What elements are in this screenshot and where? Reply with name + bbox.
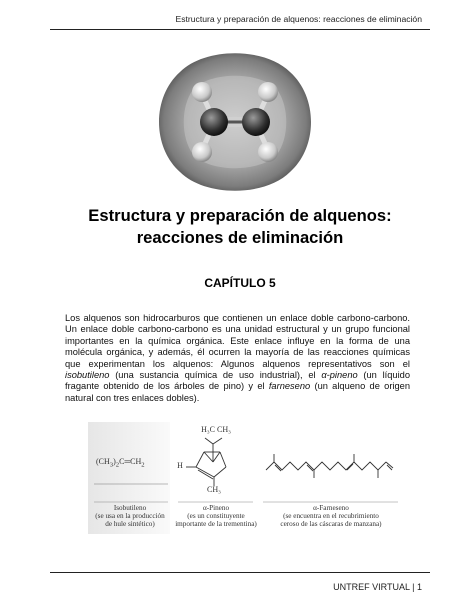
pinene-structure <box>186 438 226 486</box>
farnesene-structure <box>266 454 393 478</box>
isobutylene-note-2: de hule sintético) <box>105 520 155 529</box>
farnesene-caption <box>260 504 402 529</box>
page-title <box>50 205 430 249</box>
pinene-note-1: (es un constituyente <box>187 512 245 521</box>
farnesene-note-2: ceroso de las cáscaras de manzana) <box>280 520 382 529</box>
pinene-bottom-label: CH₃ <box>207 485 221 494</box>
isobutylene-caption <box>88 504 172 529</box>
title-line-1: Estructura y preparación de alquenos: <box>88 206 392 225</box>
pinene-name: α-Pineno <box>202 504 230 512</box>
pinene-note-2: importante de la trementina) <box>175 520 257 529</box>
title-line-2: reacciones de eliminación <box>136 228 344 247</box>
footer-rule <box>50 572 430 573</box>
isobutylene-note-1: (se usa en la producción <box>95 512 165 521</box>
term-farneseno: farneseno <box>268 381 311 392</box>
intro-text-4: (un alqueno de origen natural con tres enlaces dobles). <box>65 381 410 403</box>
term-isobutileno: isobutileno <box>65 370 110 381</box>
page-footer: UNTREF VIRTUAL | 1 <box>333 582 422 592</box>
chapter-heading: CAPÍTULO 5 <box>204 276 276 290</box>
intro-text-3: (un líquido fragante obtenido de los árboles de pino) y el <box>65 370 411 392</box>
farnesene-note-1: (se encuentra en el recubrimiento <box>283 512 379 521</box>
intro-text-2: (una sustancia química de uso industrial), el <box>109 370 322 381</box>
term-alpha-pinene: α-pineno <box>321 370 358 381</box>
header-rule <box>50 29 430 30</box>
isobutylene-name: Isobutileno <box>113 504 147 512</box>
ethylene-electrostatic-map-image <box>150 42 320 202</box>
intro-paragraph <box>65 313 410 404</box>
pinene-h-label: H <box>177 461 183 470</box>
intro-text-1: Los alquenos son hidrocarburos que contienen un enlace doble carbono-carbono. Un enlace doble carbono-carbono es una unidad estructural y un grupo funcional importantes en la química orgánica. Este enlace influye en la forma de una molécula orgánica, y además, él ocurren la mayoría de las reacciones químicas que experimentan los alquenos: Algunos alquenos representativos son el <box>65 313 410 369</box>
pinene-top-label: H₃C CH₃ <box>201 425 231 434</box>
running-header: Estructura y preparación de alquenos: reacciones de eliminación <box>175 14 422 24</box>
isobutylene-formula: $(CH_3)_2C═CH_2$ <box>96 457 145 469</box>
alkene-structures-figure <box>88 422 408 534</box>
farnesene-name: α-Farneseno <box>313 504 349 512</box>
pinene-caption <box>174 504 258 529</box>
